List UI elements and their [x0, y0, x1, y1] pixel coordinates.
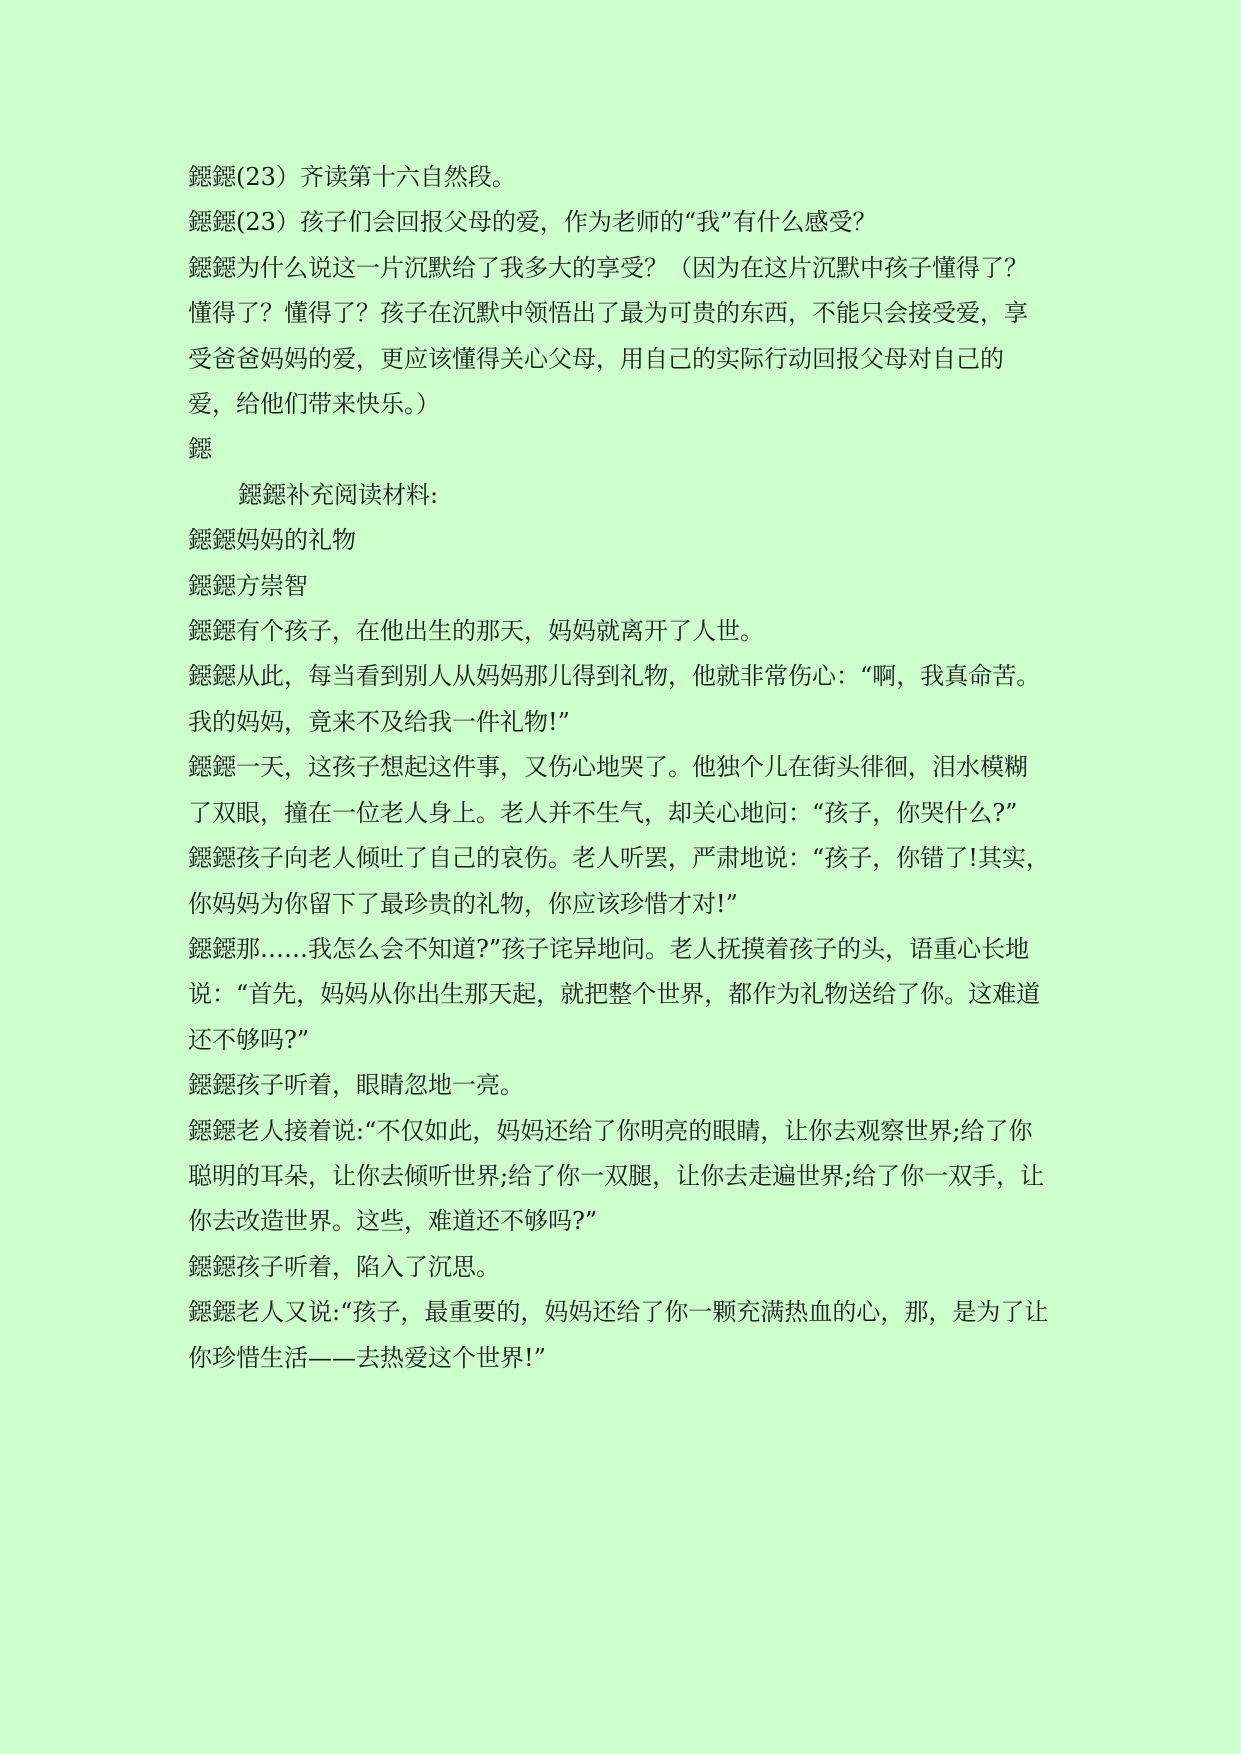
story-title: 鐚鐚妈妈的礼物 [188, 526, 356, 555]
story-paragraph-1: 鐚鐚有个孩子，在他出生的那天，妈妈就离开了人世。 [188, 617, 764, 646]
story-paragraph-7: 鐚鐚老人接着说:“不仅如此，妈妈还给了你明亮的眼睛，让你去观察世界;给了你聪明的耳朵，让你去倾听世界;给了你一双腿，让你去走遍世界;给了你一双手，让你去改造世界。这些，难道还不够吗?” [188, 1116, 1045, 1236]
paragraph-2: 鐚鐚(23）孩子们会回报父母的爱，作为老师的“我”有什么感受？ [188, 208, 877, 237]
story-paragraph-6: 鐚鐚孩子听着，眼睛忽地一亮。 [188, 1071, 524, 1100]
story-author: 鐚鐚方崇智 [188, 571, 308, 600]
story-paragraph-2: 鐚鐚从此，每当看到别人从妈妈那儿得到礼物，他就非常伤心：“啊，我真命苦。我的妈妈，竟来不及给我一件礼物!” [188, 662, 1041, 736]
story-paragraph-9: 鐚鐚老人又说:“孩子，最重要的，妈妈还给了你一颗充满热血的心，那，是为了让你珍惜生活——去热爱这个世界!” [188, 1298, 1049, 1372]
supplementary-reading-heading: 鐚鐚补充阅读材料: [238, 480, 439, 509]
story-paragraph-8: 鐚鐚孩子听着，陷入了沉思。 [188, 1252, 500, 1281]
story-paragraph-3: 鐚鐚一天，这孩子想起这件事，又伤心地哭了。他独个儿在街头徘徊，泪水模糊了双眼，撞在一位老人身上。老人并不生气，却关心地问：“孩子，你哭什么?” [188, 753, 1028, 827]
paragraph-4: 鐚 [188, 435, 212, 464]
paragraph-1: 鐚鐚(23）齐读第十六自然段。 [188, 163, 516, 191]
story-paragraph-5: 鐚鐚那……我怎么会不知道?”孩子诧异地问。老人抚摸着孩子的头，语重心长地说：“首先，妈妈从你出生那天起，就把整个世界，都作为礼物送给了你。这难道还不够吗?” [188, 934, 1041, 1054]
paragraph-3: 鐚鐚为什么说这一片沉默给了我多大的享受？（因为在这片沉默中孩子懂得了？懂得了？懂得了？孩子在沉默中领悟出了最为可贵的东西，不能只会接受爱，享受爸爸妈妈的爱，更应该懂得关心父母，用自己的实际行动回报父母对自己的爱，给他们带来快乐。） [188, 253, 1028, 419]
story-paragraph-4: 鐚鐚孩子向老人倾吐了自己的哀伤。老人听罢，严肃地说：“孩子，你错了!其实，你妈妈为你留下了最珍贵的礼物，你应该珍惜才对!” [188, 844, 1050, 918]
